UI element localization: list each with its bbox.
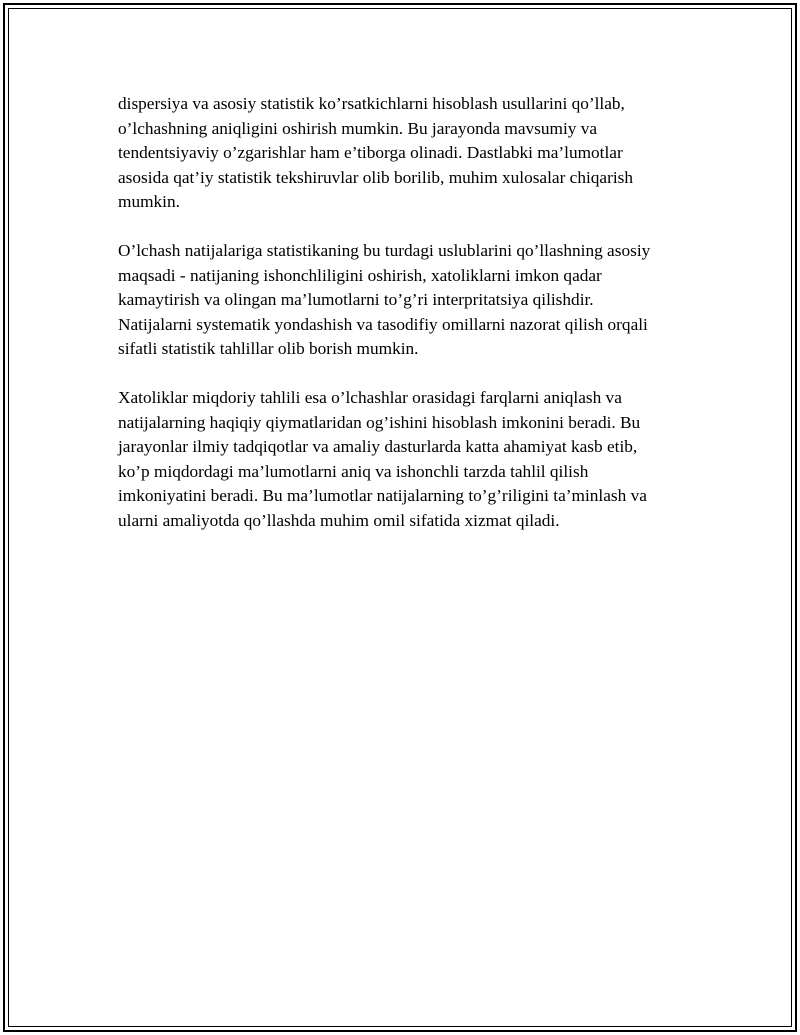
text-line: maqsadi - natijaning ishonchliligini oshirish, xatoliklarni imkon qadar xyxy=(118,265,602,285)
text-line: mumkin. xyxy=(118,192,180,211)
text-line: asosida qat’iy statistik tekshiruvlar olib borilib, muhim xulosalar chiqarish xyxy=(118,167,633,187)
text-line: dispersiya va asosiy statistik ko’rsatkichlarni hisoblash usullarini qo’llab, xyxy=(118,94,625,113)
text-line: imkoniyatini beradi. Bu ma’lumotlar natijalarning to’g’riligini ta’minlash va xyxy=(118,486,647,505)
text-line: jarayonlar ilmiy tadqiqotlar va amaliy dasturlarda katta ahamiyat kasb etib, xyxy=(118,437,638,456)
paragraph-2 xyxy=(118,239,698,362)
text-line: ko’p miqdordagi ma’lumotlarni aniq va ishonchli tarzda tahlil qilish xyxy=(118,461,589,481)
text-line: kamaytirish va olingan ma’lumotlarni to’g’ri interpritatsiya qilishdir. xyxy=(118,290,594,309)
text-line: Xatoliklar miqdoriy tahlili esa o’lchashlar orasidagi farqlarni aniqlash va xyxy=(118,388,622,407)
text-line: sifatli statistik tahlillar olib borish mumkin. xyxy=(118,339,419,358)
text-line: natijalarning haqiqiy qiymatlaridan og’ishini hisoblash imkonini beradi. Bu xyxy=(118,412,641,432)
text-line: O’lchash natijalariga statistikaning bu turdagi uslublarini qo’llashning asosiy xyxy=(118,241,651,260)
document-body xyxy=(118,92,698,558)
text-line: o’lchashning aniqligini oshirish mumkin. Bu jarayonda mavsumiy va xyxy=(118,118,598,138)
text-line: Natijalarni systematik yondashish va tasodifiy omillarni nazorat qilish orqali xyxy=(118,314,648,334)
paragraph-3 xyxy=(118,386,698,533)
text-line: ularni amaliyotda qo’llashda muhim omil sifatida xizmat qiladi. xyxy=(118,510,560,530)
text-line: tendentsiyaviy o’zgarishlar ham e’tiborga olinadi. Dastlabki ma’lumotlar xyxy=(118,143,623,162)
paragraph-1 xyxy=(118,92,698,215)
